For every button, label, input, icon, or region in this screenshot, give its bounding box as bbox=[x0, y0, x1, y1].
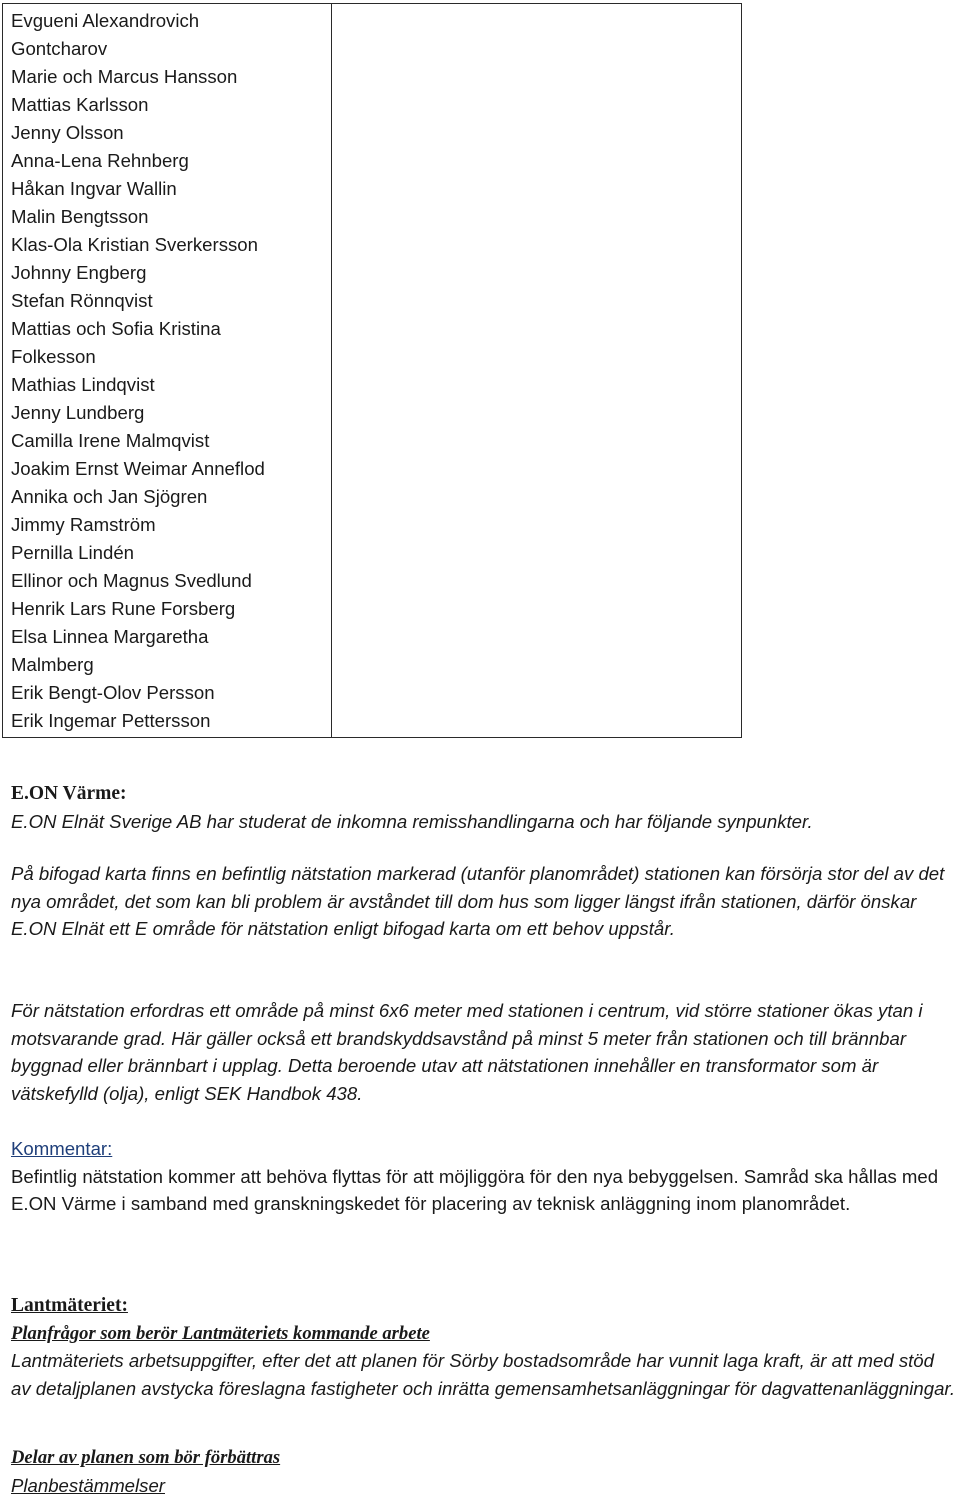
lantmateriet-section bbox=[11, 1292, 956, 1403]
name-row: Erik Bengt-Olov Persson bbox=[11, 682, 215, 703]
name-row: Mattias Karlsson bbox=[11, 94, 149, 115]
lantmateriet-subheading1: Planfrågor som berör Lantmäteriets kommande arbete bbox=[11, 1322, 430, 1344]
lantmateriet-subsection bbox=[11, 1444, 956, 1499]
name-row: Anna-Lena Rehnberg bbox=[11, 150, 189, 171]
name-row: Jimmy Ramström bbox=[11, 514, 156, 535]
lantmateriet-subheading2: Delar av planen som bör förbättras bbox=[11, 1447, 281, 1468]
name-row: Håkan Ingvar Wallin bbox=[11, 178, 177, 199]
name-row: Folkesson bbox=[11, 346, 96, 367]
eon-comment-block bbox=[11, 1135, 956, 1218]
name-row: Malin Bengtsson bbox=[11, 206, 149, 227]
eon-intro: E.ON Elnät Sverige AB har studerat de inkomna remisshandlingarna och har följande synpunkter. bbox=[11, 810, 813, 832]
name-row: Stefan Rönnqvist bbox=[11, 290, 153, 311]
name-row: Joakim Ernst Weimar Anneflod bbox=[11, 458, 265, 479]
name-row: Jenny Olsson bbox=[11, 122, 124, 143]
name-row: Henrik Lars Rune Forsberg bbox=[11, 598, 236, 619]
name-row: Jenny Lundberg bbox=[11, 402, 145, 423]
name-row: Marie och Marcus Hansson bbox=[11, 66, 238, 87]
names-cell bbox=[3, 4, 332, 738]
lantmateriet-subheading3: Planbestämmelser bbox=[11, 1474, 165, 1496]
name-row: Pernilla Lindén bbox=[11, 542, 135, 563]
name-row: Klas-Ola Kristian Sverkersson bbox=[11, 234, 258, 255]
name-row: Mathias Lindqvist bbox=[11, 374, 155, 395]
comment-label: Kommentar: bbox=[11, 1138, 113, 1159]
name-row: Elsa Linnea Margaretha bbox=[11, 626, 209, 647]
name-row: Erik Ingemar Pettersson bbox=[11, 710, 211, 731]
name-row: Annika och Jan Sjögren bbox=[11, 486, 208, 507]
empty-cell bbox=[332, 4, 742, 738]
name-row: Ellinor och Magnus Svedlund bbox=[11, 570, 252, 591]
eon-para2: För nätstation erfordras ett område på minst 6x6 meter med stationen i centrum, vid större stationer ökas ytan i motsvarande grad. Här gäller också ett brandskyddsavstånd på minst 5 meter från stationen och till brännbar byggnad eller brännbart i upplag. Detta beroende utav att nätstationen innehåller en transformator som är vätskefylld (olja), enligt SEK Handbok 438. bbox=[11, 1000, 923, 1105]
name-row: Johnny Engberg bbox=[11, 262, 147, 283]
lantmateriet-para1: Lantmäteriets arbetsuppgifter, efter det att planen för Sörby bostadsområde har vunnit laga kraft, är att med stöd av detaljplanen avstycka föreslagna fastigheter och inrätta gemensamhetsanläggningar för dagvattenanläggningar. bbox=[11, 1350, 956, 1400]
name-row: Gontcharov bbox=[11, 38, 108, 59]
lantmateriet-heading: Lantmäteriet: bbox=[11, 1295, 128, 1316]
names-table bbox=[2, 3, 742, 738]
comment-text: Befintlig nätstation kommer att behöva flyttas för att möjliggöra för den nya bebyggelsen. Samråd ska hållas med E.ON Värme i samband med granskningskedet för placering av teknisk anläggning inom planområdet. bbox=[11, 1165, 939, 1215]
name-row: Camilla Irene Malmqvist bbox=[11, 430, 210, 451]
name-row: Mattias och Sofia Kristina bbox=[11, 318, 221, 339]
eon-heading: E.ON Värme: bbox=[11, 783, 127, 804]
eon-section bbox=[11, 780, 956, 835]
name-row: Malmberg bbox=[11, 654, 94, 675]
eon-para1: På bifogad karta finns en befintlig nätstation markerad (utanför planområdet) stationen kan försörja stor del av det nya området, det som kan bli problem är avståndet till dom hus som ligger längst ifrån stationen, därför önskar E.ON Elnät ett E område för nätstation enligt bifogad karta om ett behov uppstår. bbox=[11, 863, 945, 940]
name-row: Evgueni Alexandrovich bbox=[11, 10, 200, 31]
